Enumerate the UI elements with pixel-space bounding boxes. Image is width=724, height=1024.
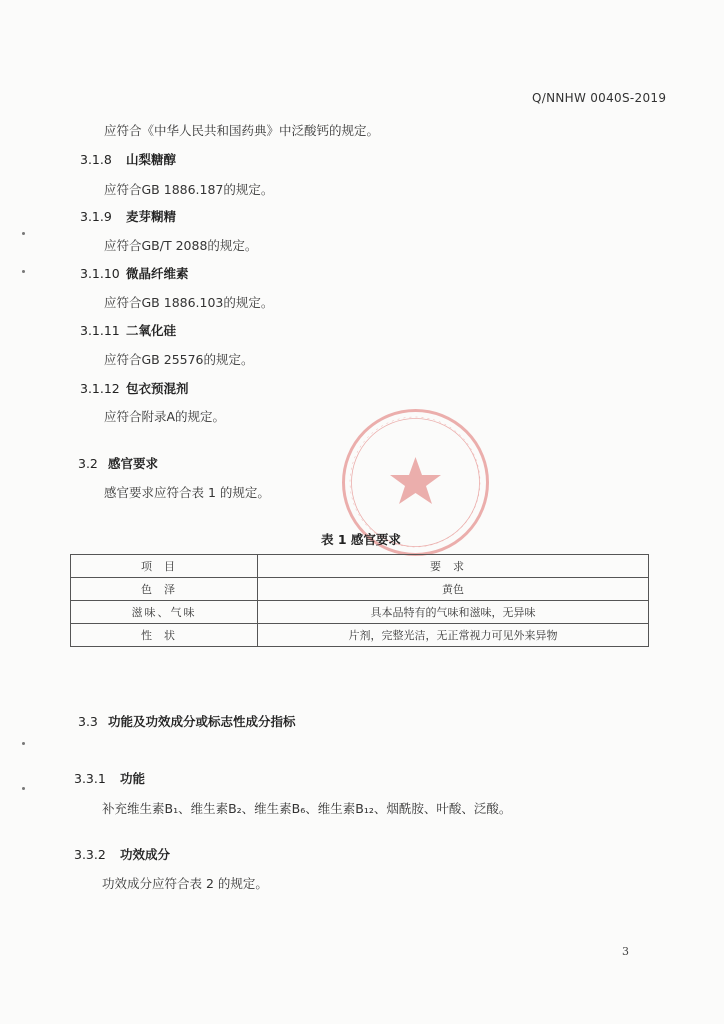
header-item: 项目 [71, 555, 258, 578]
section-3-3-1-heading [74, 769, 145, 787]
section-title: 山梨糖醇 [126, 152, 177, 167]
scan-speck [22, 787, 25, 790]
section-number: 3.1.11 [80, 323, 120, 338]
section-title: 功效成分 [120, 847, 171, 862]
table-row [71, 578, 649, 601]
document-code: Q/NNHW 0040S-2019 [532, 91, 667, 105]
header-requirement: 要求 [258, 555, 649, 578]
section-title: 麦芽糊精 [126, 209, 177, 224]
row-item: 性状 [71, 624, 258, 647]
table-header-row [71, 555, 649, 578]
scan-speck [22, 232, 25, 235]
row-requirement: 黄色 [258, 578, 649, 601]
section-number: 3.1.10 [80, 266, 120, 281]
section-number: 3.3.1 [74, 771, 106, 786]
page-number: 3 [622, 945, 629, 958]
section-3-1-11-body: 应符合GB 25576的规定。 [104, 352, 254, 367]
section-3-2-body: 感官要求应符合表 1 的规定。 [104, 485, 270, 500]
section-title: 功能 [120, 771, 146, 786]
section-3-1-8-body: 应符合GB 1886.187的规定。 [104, 182, 274, 197]
section-3-1-9-heading [80, 207, 176, 225]
scan-speck [22, 270, 25, 273]
section-number: 3.2 [78, 456, 98, 471]
row-item: 滋味、气味 [71, 601, 258, 624]
intro-paragraph: 应符合《中华人民共和国药典》中泛酸钙的规定。 [104, 123, 380, 138]
section-3-1-11-heading [80, 321, 176, 339]
section-3-3-2-heading [74, 845, 170, 863]
section-number: 3.1.9 [80, 209, 112, 224]
seal-star-icon [390, 457, 441, 504]
section-number: 3.3.2 [74, 847, 106, 862]
section-3-3-1-body: 补充维生素B₁、维生素B₂、维生素B₆、维生素B₁₂、烟酰胺、叶酸、泛酸。 [102, 801, 512, 816]
section-3-1-10-body: 应符合GB 1886.103的规定。 [104, 295, 274, 310]
section-3-3-2-body: 功效成分应符合表 2 的规定。 [102, 876, 268, 891]
section-3-2-heading [78, 454, 158, 472]
section-3-1-10-heading [80, 264, 189, 282]
row-requirement: 具本品特有的气味和滋味，无异味 [258, 601, 649, 624]
section-3-3-heading [78, 712, 296, 730]
section-title: 二氧化硅 [126, 323, 177, 338]
section-number: 3.1.12 [80, 381, 120, 396]
section-title: 感官要求 [108, 456, 159, 471]
section-3-1-8-heading [80, 150, 176, 168]
section-3-1-12-heading [80, 379, 189, 397]
row-item: 色泽 [71, 578, 258, 601]
scan-speck [22, 742, 25, 745]
table-row [71, 624, 649, 647]
section-title: 包衣预混剂 [126, 381, 189, 396]
section-3-1-12-body: 应符合附录A的规定。 [104, 409, 226, 424]
section-number: 3.1.8 [80, 152, 112, 167]
section-title: 微晶纤维素 [126, 266, 189, 281]
row-requirement: 片剂，完整光洁，无正常视力可见外来异物 [258, 624, 649, 647]
sensory-requirements-table [70, 554, 649, 647]
table-1-caption: 表 1 感官要求 [321, 532, 401, 547]
section-3-1-9-body: 应符合GB/T 2088的规定。 [104, 238, 258, 253]
table-row [71, 601, 649, 624]
section-title: 功能及功效成分或标志性成分指标 [108, 714, 296, 729]
section-number: 3.3 [78, 714, 98, 729]
